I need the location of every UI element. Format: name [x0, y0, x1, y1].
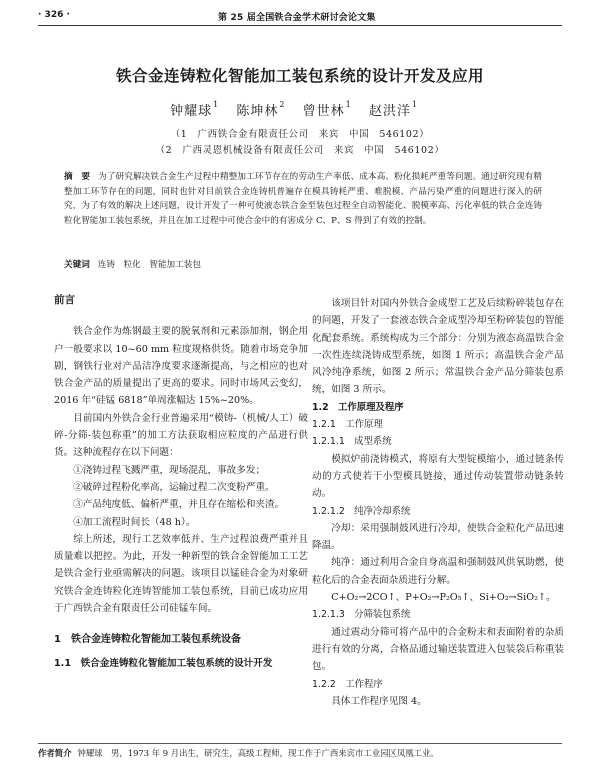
program-paragraph: 具体工作程序见图 4。	[331, 695, 427, 707]
author-name: 钟耀球	[170, 104, 213, 119]
screening-paragraph: 通过震动分筛可将产品中的合金粉末和表面附着的杂质进行有效的分离，合格品通过输送装置进入包装袋后称重装包。	[312, 626, 564, 673]
paper-title: 铁合金连铸粒化智能加工装包系统的设计开发及应用	[115, 67, 484, 85]
author-list	[0, 100, 600, 119]
problem-item: ④加工流程时间长（48 h）。	[73, 516, 196, 528]
affiliation-2: （2 广西灵恩机械设备有限责任公司 来宾 中国 546102）	[155, 145, 445, 156]
keywords	[64, 258, 542, 270]
section-1-1-heading: 1.1 铁合金连铸粒化智能加工装包系统的设计开发	[54, 657, 273, 669]
section-1-2-1-1-heading: 1.2.1.1 成型系统	[312, 436, 392, 448]
author-name: 赵洪洋	[368, 104, 411, 119]
conference-name: 第 25 届全国铁合金学术研讨会论文集	[218, 13, 376, 23]
purify-paragraph: 纯净：通过利用合金自身高温和强制鼓风供氧助燃，使粒化后的合金表面杂质进行分解。	[312, 557, 564, 586]
author-affiliation-mark: 1	[213, 100, 220, 109]
reaction-formula: C+O₂→2CO↑、P+O₂→P₂O₅↑、Si+O₂→SiO₂↑。	[331, 592, 556, 604]
author-bio-text: 钟耀球 男，1973 年 9 月出生，研究生，高级工程师，现工作于广西来宾市工业园区凤凰工业。	[77, 748, 439, 758]
author-affiliation-mark: 1	[345, 100, 352, 109]
problem-item: ③产品纯度低、偏析严重，并且存在缩松和夹渣。	[73, 499, 285, 511]
problem-item: ①浇铸过程飞溅严重，现场混乱，事故多发；	[73, 464, 266, 476]
section-1-2-heading: 1.2 工作原理及程序	[312, 401, 404, 413]
author-name: 陈坤林	[236, 104, 279, 119]
author-affiliation-mark: 1	[411, 100, 418, 109]
intro-paragraph: 铁合金作为炼钢最主要的脱氧剂和元素添加剂，钢企用户一般要求以 10~60 mm 粒度规格供货。随着市场竞争加剧，钢铁行业对产品洁净度要求逐渐提高，与之相应的也对铁合金产品的质量提出了更高的要求。同时市场风云变幻，2016 年“硅锰 6818”单周涨幅达 15%~20%。	[54, 326, 308, 407]
right-column	[312, 295, 564, 710]
page-number: · 326 ·	[38, 10, 70, 20]
section-1-2-2-heading: 1.2.2 工作程序	[312, 678, 383, 690]
section-1-heading: 1 铁合金连铸粒化智能加工装包系统设备	[54, 634, 241, 646]
cooling-paragraph: 冷却：采用强制鼓风进行冷却，使铁合金粒化产品迅速降温。	[312, 522, 564, 552]
section-1-2-1-3-heading: 1.2.1.3 分筛装包系统	[312, 609, 411, 621]
abstract	[64, 170, 542, 228]
keywords-text: 连铸 粒化 智能加工装包	[97, 260, 201, 270]
section-1-2-1-2-heading: 1.2.1.2 纯净冷却系统	[312, 505, 411, 517]
author-bio-footnote	[38, 743, 562, 759]
affiliation-1: （1 广西铁合金有限责任公司 来宾 中国 546102）	[170, 129, 430, 140]
running-header	[38, 9, 562, 26]
intro-paragraph: 综上所述，现行工艺效率低并、生产过程浪费严重并且质量难以把控。为此，开发一种新型的铁合金智能加工工艺是铁合金行业亟需解决的问题。该项目以锰硅合金为对象研究铁合金连铸粒化连铸智能加工装包系统，目前已成功应用于广西铁合金有限责任公司硅锰车间。	[54, 533, 308, 615]
system-overview-paragraph: 该项目针对国内外铁合金成型工艺及后续粉碎装包存在的问题，开发了一套液态铁合金成型冷却至粉碎装包的智能化配套系统。系统构成为三个部分：分别为液态高温铁合金一次性连续浇铸成型系统，如图 1 所示；高温铁合金产品风冷纯净系统，如图 2 所示；常温铁合金产品分筛装包系统，如图 3 所示。	[312, 298, 564, 396]
intro-heading: 前言	[54, 294, 75, 306]
author-affiliation-mark: 2	[279, 100, 286, 109]
abstract-label: 摘 要	[64, 172, 91, 182]
author-name: 曾世林	[302, 104, 345, 119]
left-column	[54, 292, 308, 672]
abstract-text: 为了研究解决铁合金生产过程中精整加工环节存在的劳动生产率低、成本高、粉化损耗严重等问题。通过研究现有精整加工环节存在的问题，同时也针对目前铁合金连铸机普遍存在模具铸耗严重、难脱模、产品污染严重的问题进行深入的研究，为了有效的解决上述问题，设计开发了一种可使液态铁合金至装包过程全自动智能化、脱模率高、污化率低的铁合金连铸粒化智能加工装包系统，并且在加工过程中可使合金中的有害成分 C、P、S 得到了有效的控制。	[64, 172, 542, 226]
forming-paragraph: 模拟炉前浇铸模式，将原有大型锭模缩小，通过链条传动的方式使若干小型模具链接，通过传动装置带动链条转动。	[312, 453, 564, 500]
intro-paragraph: 目前国内外铁合金行业普遍采用“模铸-（机械/人工）破碎-分筛-装包称重”的加工方法获取相应粒度的产品进行供货。这种流程存在以下问题：	[54, 412, 308, 459]
keywords-label: 关键词	[64, 260, 90, 270]
section-1-2-1-heading: 1.2.1 工作原理	[312, 419, 383, 431]
author-bio-label: 作者简介	[38, 748, 72, 758]
problem-item: ②破碎过程粉化率高，运输过程二次变粉严重。	[73, 481, 275, 493]
